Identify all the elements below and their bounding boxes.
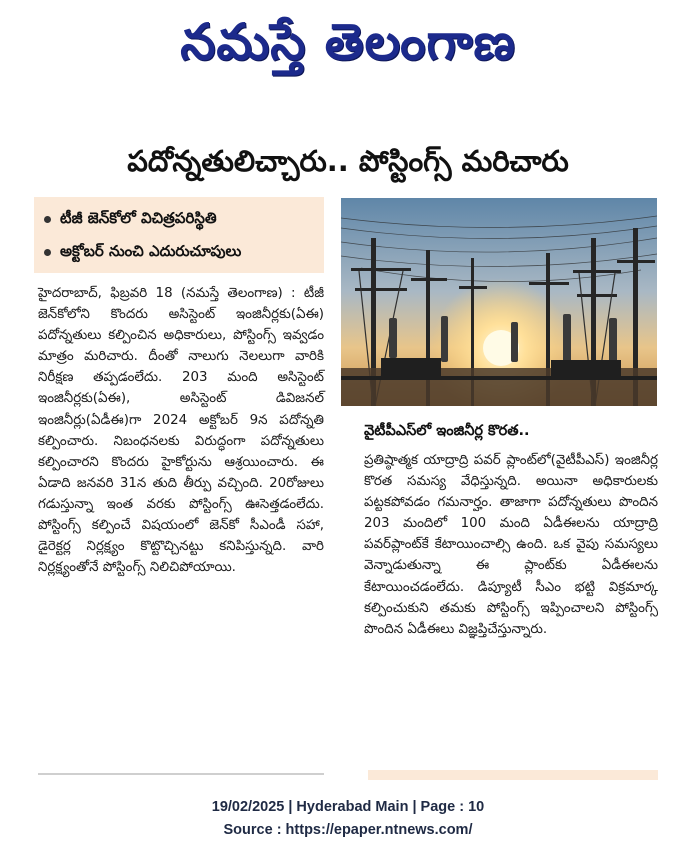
bullet-dot-icon bbox=[44, 216, 51, 223]
footer-date-edition: 19/02/2025 | Hyderabad Main | Page : 10 bbox=[211, 799, 485, 815]
masthead-logo: నమస్తే తెలంగాణ bbox=[180, 13, 516, 71]
column-divider-highlight bbox=[368, 770, 658, 780]
highlight-box bbox=[34, 197, 324, 273]
article-headline: పదోన్నతులిచ్చారు.. పోస్టింగ్స్ మరిచారు bbox=[127, 144, 569, 178]
highlight-bullet-text: అక్టోబర్ నుంచి ఎదురుచూపులు bbox=[60, 241, 242, 260]
highlight-bullet bbox=[34, 236, 324, 269]
article-body-right bbox=[364, 450, 658, 750]
article-body-left bbox=[38, 283, 324, 753]
article-paragraph-ytps: ప్రతిష్ఠాత్మక యాద్రాద్రి పవర్ ప్లాంట్‌లో(వైటీపీఎస్) ఇంజినీర్ల కొరత సమస్య వేధిస్తున్నది. అయినా అధికారులకు పట్టకపోవడం గమనార్హం. తాజాగా పదోన్నతులు పొందిన 203 మందిలో 100 మంది ఏడీఈలను యాద్రాద్రి పవర్‌ప్లాంట్‌కే కేటాయించాల్సి ఉంది. ఒక వైపు సమస్యలు వెన్నాడుతున్నా ఈ ప్లాంట్‌కు ఏడీఈలను కేటాయించడంలేదు. డిప్యూటీ సీఎం భట్టి విక్రమార్క కల్పించుకుని తమకు పోస్టింగ్స్ ఇప్పించాలని పోస్టింగ్స్ పొందిన ఏడీఈలు విజ్ఞప్తిచేస్తున్నారు. bbox=[364, 453, 658, 637]
highlight-bullet-text: టీజీ జెన్‌కోలో విచిత్రపరిస్థితి bbox=[60, 208, 217, 227]
footer-source-link[interactable]: Source : https://epaper.ntnews.com/ bbox=[223, 822, 473, 838]
bullet-dot-icon bbox=[44, 249, 51, 256]
column-divider bbox=[38, 773, 324, 775]
power-substation-photo bbox=[341, 198, 657, 406]
highlight-bullet bbox=[34, 203, 324, 236]
article-paragraph-main: హైదరాబాద్, ఫిబ్రవరి 18 (నమస్తే తెలంగాణ) : టీజీ జెన్‌కోలోని కొందరు అసిస్టెంట్ ఇంజినీర్లకు(ఏఈ) పదోన్నతులు కల్పించిన అధికారులు, పోస్టింగ్స్ ఇవ్వడం మాత్రం మరిచారు. దీంతో నాలుగు నెలలుగా వారికి నిరీక్షణ తప్పడంలేదు. 203 మంది అసిస్టెంట్ ఇంజినీర్లకు(ఏఈ), అసిస్టెంట్ డివిజనల్ ఇంజినీర్లు(ఏడీఈ)గా 2024 అక్టోబర్ 9న పదోన్నతి కల్పించారు. నిబంధనలకు విరుద్ధంగా పదోన్నతులు కల్పించారని కొందరు హైకోర్టును ఆశ్రయించారు. ఈ ఏడాది జనవరి 31న తుది తీర్పు వచ్చింది. 20రోజులు గడుస్తున్నా ఇంత వరకు పోస్టింగ్స్ ఊసెత్తడంలేదు. పోస్టింగ్స్ కల్పించే విషయంలో జెన్‌కో సీఎండీ సహా, డైరెక్టర్ల నిర్లక్ష్యం కొట్టొచ్చినట్టు కనిపిస్తున్నది. వారి నిర్లక్ష్యంతోనే పోస్టింగ్స్ నిలిచిపోయాయి. bbox=[38, 286, 324, 576]
article-subheading: వైటీపీఎస్‌లో ఇంజినీర్ల కొరత.. bbox=[364, 423, 530, 439]
